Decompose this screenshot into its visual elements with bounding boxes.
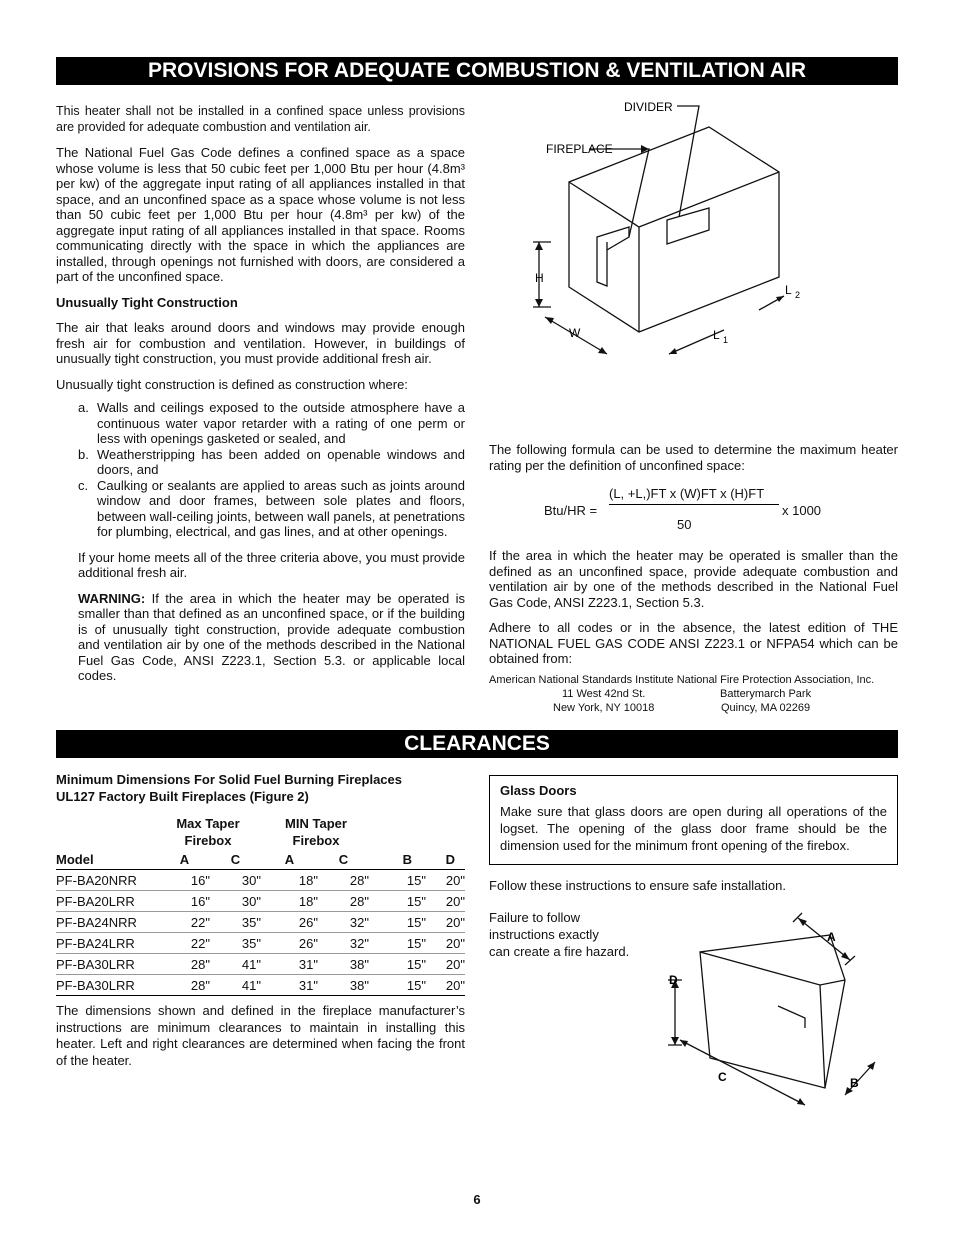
table-row: PF-BA24NRR 22" 35" 26" 32" 15" 20" xyxy=(56,912,465,933)
criteria-list xyxy=(78,400,465,684)
definition-paragraph: The National Fuel Gas Code defines a confined space as a space whose volume is less that 50 cubic feet per 1,000 Btu per hour (4.8m³ per kw) of the aggregate input rating of all appliances installed in that space, and an unconfined space as a space whose volume is not less than 50 cubic feet per 1,000 Btu per hour (4.8m³ per kw) of the aggregate input rating of all appliances installed in that space. Rooms communicating directly with the space in which the appliances are installed, through openings not furnished with doors, are considered a part of the unconfined space. xyxy=(56,145,465,284)
list-item: b. Weatherstripping has been added on openable windows and doors, and xyxy=(78,446,465,477)
table-row: PF-BA24LRR 22" 35" 26" 32" 15" 20" xyxy=(56,933,465,954)
home-meets-paragraph: If your home meets all of the three criteria above, you must provide additional fresh air. xyxy=(78,549,465,580)
clearances-table xyxy=(56,849,465,996)
d-label: D xyxy=(669,973,678,987)
section-title-clearances: CLEARANCES xyxy=(56,730,898,758)
address-left-2: New York, NY 10018 xyxy=(553,702,655,714)
adhere-paragraph: Adhere to all codes or in the absence, the latest edition of THE NATIONAL FUEL GAS CODE ANSI Z223.1 or NFPA54 which can be obtained from: xyxy=(489,620,898,666)
c-label: C xyxy=(718,1070,727,1084)
org-line: American National Standards Institute National Fire Protection Association, Inc. xyxy=(489,674,875,686)
tight-construction-paragraph: The air that leaks around doors and windows may provide enough fresh air for combustion and ventilation. However, in buildings of unusually tight construction, you must provide additional fresh air. xyxy=(56,320,465,366)
table-row: PF-BA30LRR 28" 41" 31" 38" 15" 20" xyxy=(56,975,465,996)
firebox-diagram xyxy=(650,900,900,1115)
formula-denominator: 50 xyxy=(677,517,692,532)
table-row: PF-BA30LRR 28" 41" 31" 38" 15" 20" xyxy=(56,954,465,975)
fire-hazard-warning: Failure to follow instructions exactly can create a fire hazard. xyxy=(489,910,630,959)
clearances-heading: Minimum Dimensions For Solid Fuel Burning Fireplaces UL127 Factory Built Fireplaces (Figure 2) xyxy=(56,772,402,804)
follow-instructions: Follow these instructions to ensure safe installation. xyxy=(489,878,786,893)
address-block xyxy=(489,673,898,715)
dimensions-note: The dimensions shown and defined in the fireplace manufacturer’s instructions are minimum clearances to maintain in installing this heater. Left and right clearances are determined when facing the front of the heater. xyxy=(56,1003,465,1068)
smaller-area-paragraph: If the area in which the heater may be operated is smaller than the defined as an unconfined space, provide adequate combustion and ventilation air by one of the methods described in the National Fuel Gas Code, ANSI Z223.1, Section 5.3. xyxy=(489,548,898,610)
fireplace-shape xyxy=(597,227,629,286)
formula-lhs: Btu/HR = xyxy=(544,503,598,518)
section-title-provisions: PROVISIONS FOR ADEQUATE COMBUSTION & VENTILATION AIR xyxy=(56,57,898,85)
min-taper-header: MIN Taper Firebox xyxy=(285,816,347,848)
defined-as-paragraph: Unusually tight construction is defined as construction where: xyxy=(56,376,408,392)
a-label: A xyxy=(827,930,836,944)
tight-construction-heading: Unusually Tight Construction xyxy=(56,294,238,310)
formula-numerator: (L, +L,)FT x (W)FT x (H)FT xyxy=(609,486,765,501)
h-label: H xyxy=(535,271,544,285)
max-taper-header: Max Taper Firebox xyxy=(176,816,240,848)
room-diagram xyxy=(489,92,898,362)
formula-multiplier: x 1000 xyxy=(782,503,822,518)
fraction-bar xyxy=(609,504,779,505)
l2-subscript: 2 xyxy=(795,290,801,300)
address-right-1: Batterymarch Park xyxy=(720,688,812,700)
divider-label: DIVIDER xyxy=(624,100,673,114)
formula xyxy=(489,486,898,536)
left-column xyxy=(56,104,465,392)
l1-label: L xyxy=(713,328,720,342)
list-item: a. Walls and ceilings exposed to the outside atmosphere have a continuous water vapor retarder with a rating of one perm or less with openings gasketed or sealed, and xyxy=(78,400,465,446)
glass-doors-box xyxy=(489,775,898,865)
address-right-2: Quincy, MA 02269 xyxy=(721,702,811,714)
right-column-lower xyxy=(489,548,898,667)
divider-leader xyxy=(677,106,699,217)
table-row: PF-BA20LRR 16" 30" 18" 28" 15" 20" xyxy=(56,891,465,912)
l1-subscript: 1 xyxy=(723,335,729,345)
table-header-row: Model A C A C B D xyxy=(56,849,465,870)
b-label: B xyxy=(850,1076,859,1090)
page-number: 6 xyxy=(473,1192,481,1207)
l2-label: L xyxy=(785,283,792,297)
intro-paragraph: This heater shall not be installed in a confined space unless provisions are provided for adequate combustion and ventilation air. xyxy=(56,104,465,134)
formula-intro: The following formula can be used to determine the maximum heater rating per the definition of unconfined space: xyxy=(489,442,898,473)
w-label: W xyxy=(569,326,581,340)
glass-doors-heading: Glass Doors xyxy=(500,783,577,798)
glass-doors-text: Make sure that glass doors are open during all operations of the logset. The opening of the glass door frame should be the dimension used for the minimum front opening of the firebox. xyxy=(500,804,887,853)
table-row: PF-BA20NRR 16" 30" 18" 28" 15" 20" xyxy=(56,870,465,891)
list-item: c. Caulking or sealants are applied to areas such as joints around window and door frames, between sole plates and floors, between wall-ceiling joints, between wall panels, at penetrations for plumbing, electrical, and gas lines, and at other openings. xyxy=(78,477,465,539)
address-left-1: 11 West 42nd St. xyxy=(562,688,646,700)
warning-paragraph: WARNING: If the area in which the heater may be operated is smaller than that defined as an unconfined space, or if the building is of unusually tight construction, provide adequate combustion and ventilation air by one of the methods described in the National Fuel Gas Code, ANSI Z223.1, Section 5.3. or applicable local codes. xyxy=(78,590,465,683)
fireplace-label: FIREPLACE xyxy=(546,142,613,156)
